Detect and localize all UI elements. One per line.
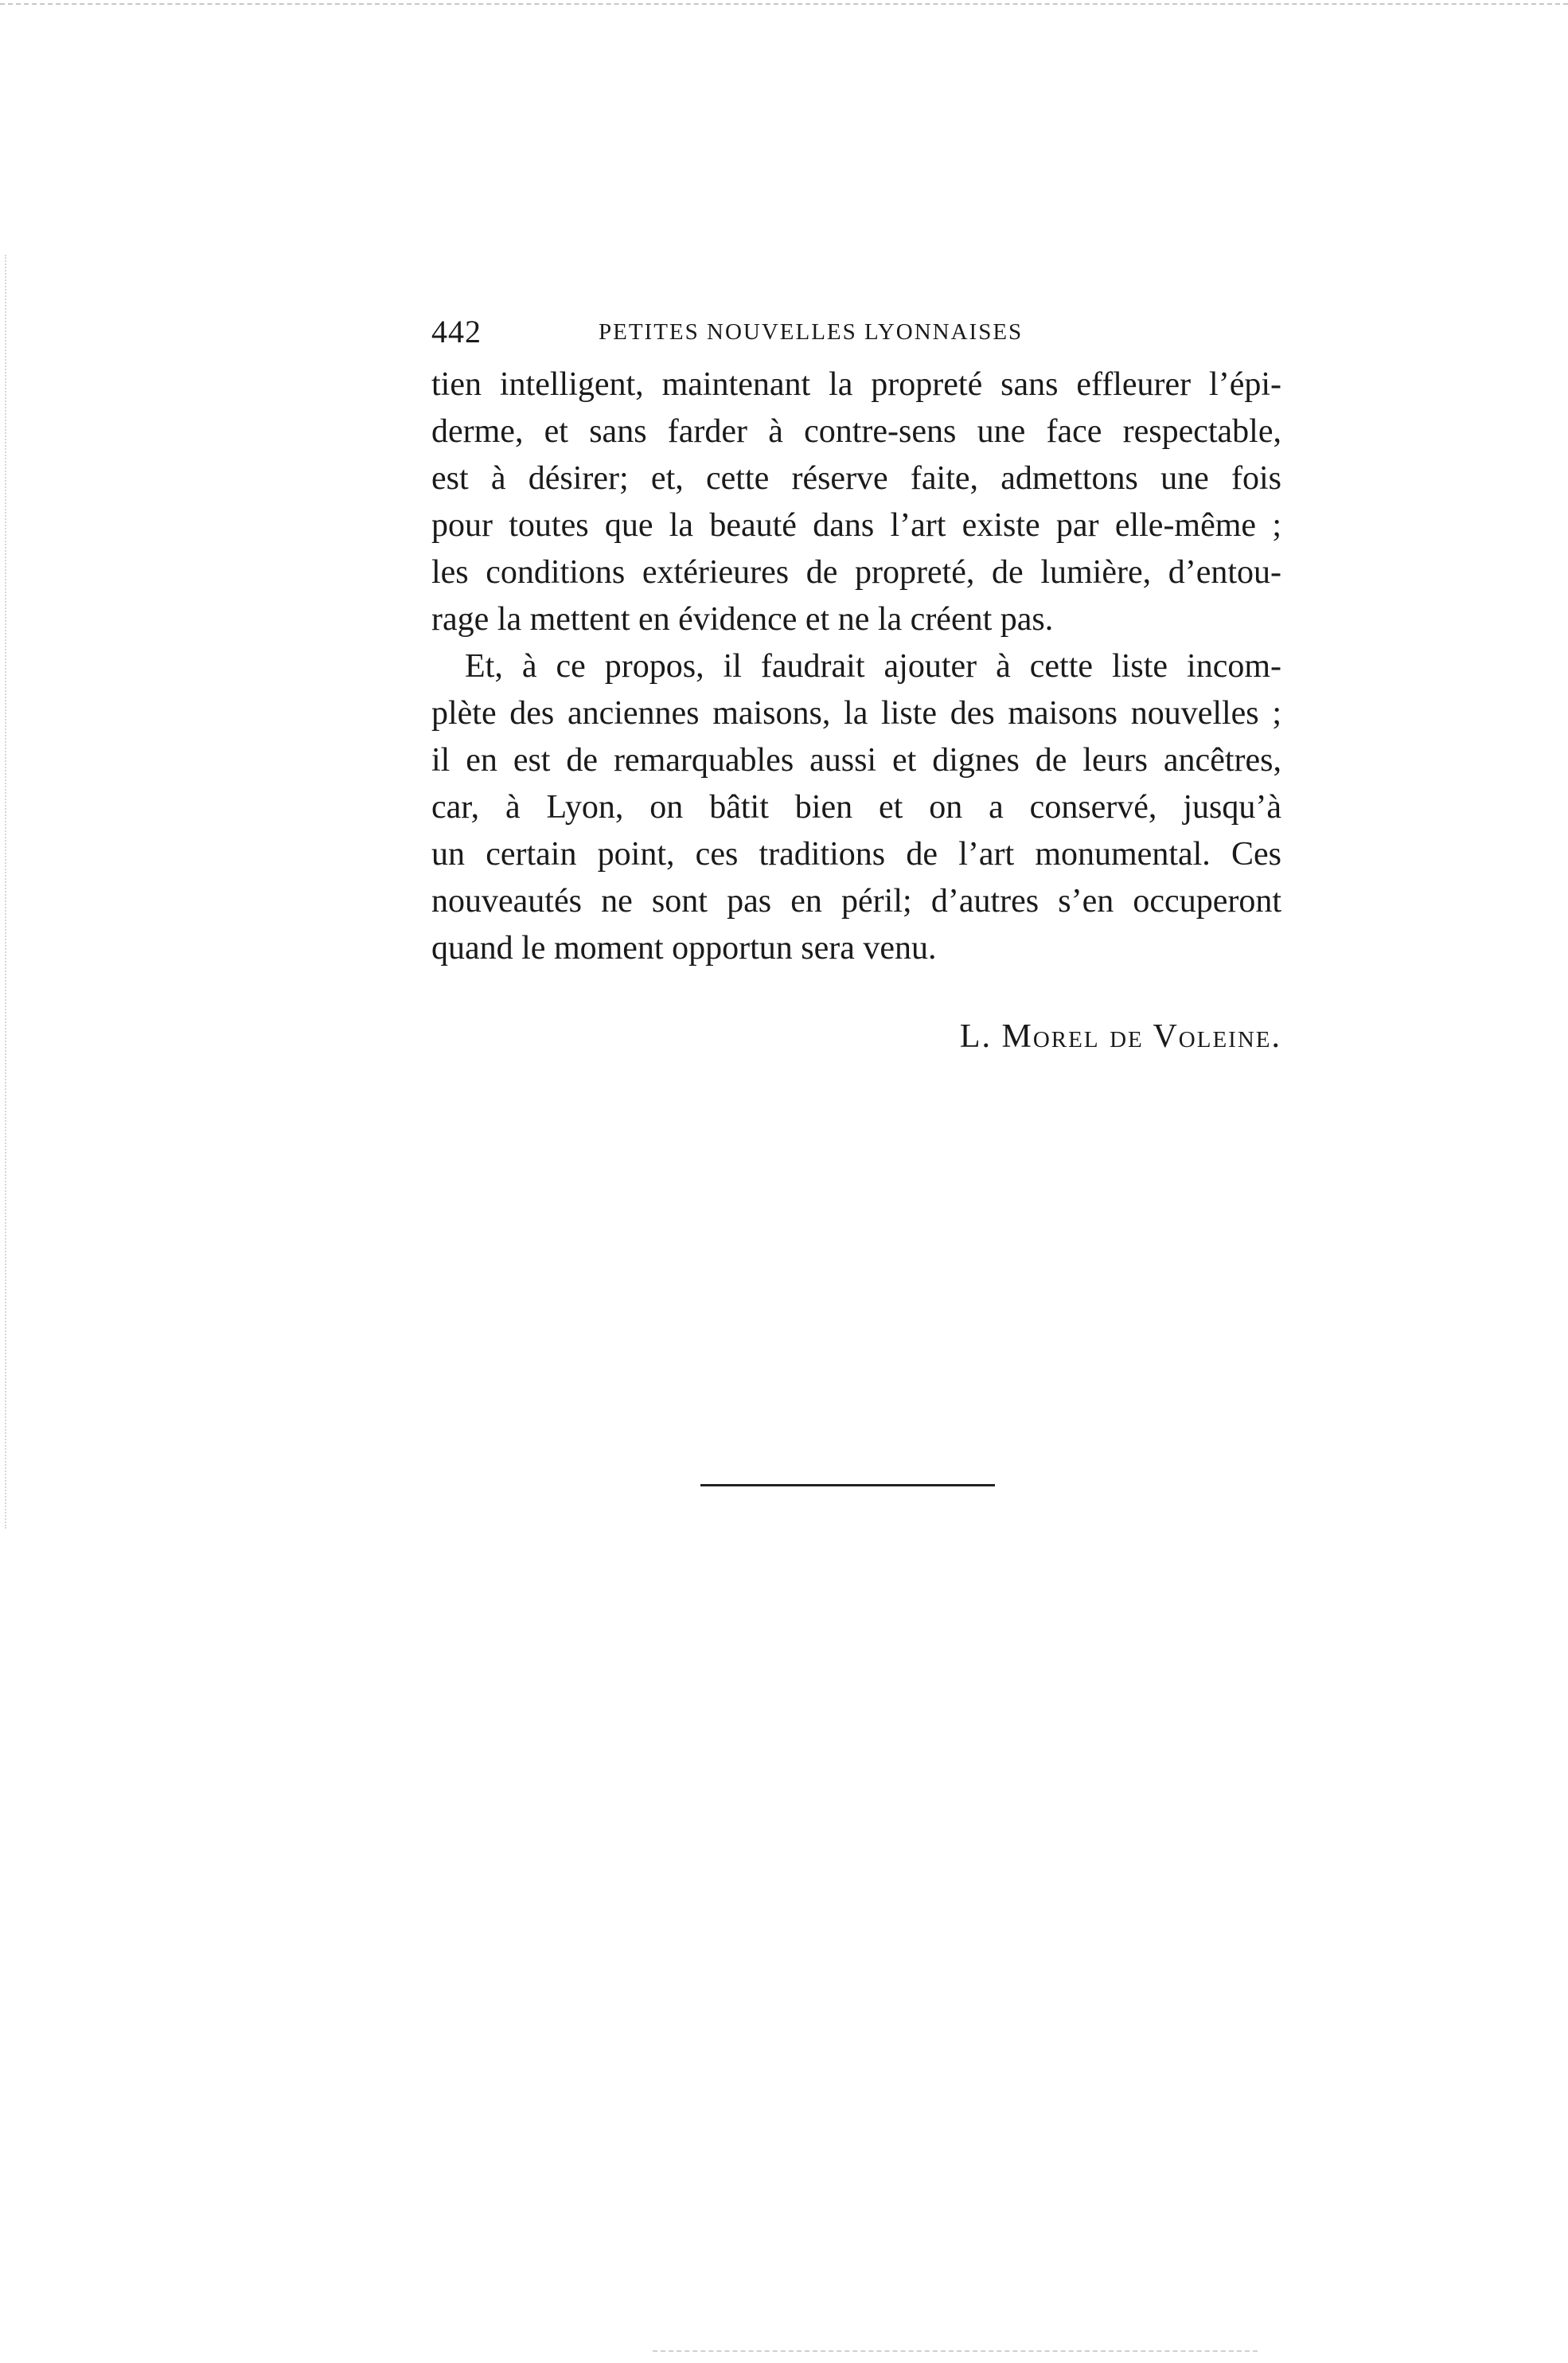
text-line: rage la mettent en évidence et ne la créent pas.: [431, 601, 1054, 638]
text-line: car, à Lyon, on bâtit bien et on a conservé, jusqu’à: [431, 789, 1281, 826]
paragraph-2: [431, 643, 1281, 972]
text-line: quand le moment opportun sera venu.: [431, 930, 937, 967]
text-line: plète des anciennes maisons, la liste des maisons nouvelles ;: [431, 695, 1281, 732]
text-line: pour toutes que la beauté dans l’art existe par elle-même ;: [431, 507, 1281, 544]
paragraph-1: [431, 361, 1281, 643]
text-line: les conditions extérieures de propreté, de lumière, d’entou-: [431, 554, 1281, 591]
scan-edge-top: [0, 3, 1568, 5]
text-line: Et, à ce propos, il faudrait ajouter à cette liste incom-: [465, 648, 1281, 685]
text-line: nouveautés ne sont pas en péril; d’autres s’en occuperont: [431, 883, 1281, 920]
scan-edge-left: [5, 255, 6, 1529]
text-line: tien intelligent, maintenant la propreté sans effleurer l’épi-: [431, 366, 1281, 403]
running-head: [431, 312, 1281, 352]
author-signature: L. Morel de Voleine.: [959, 1018, 1281, 1055]
scan-edge-bottom: [653, 2350, 1258, 2352]
section-end-rule: [700, 1484, 995, 1486]
text-line: il en est de remarquables aussi et dignes de leurs ancêtres,: [431, 742, 1281, 779]
running-title: PETITES NOUVELLES LYONNAISES: [599, 319, 1024, 345]
text-line: derme, et sans farder à contre-sens une face respectable,: [431, 413, 1281, 450]
text-line: un certain point, ces traditions de l’art monumental. Ces: [431, 836, 1281, 873]
body-text: [431, 361, 1281, 972]
page-number: 442: [431, 314, 482, 350]
text-line: est à désirer; et, cette réserve faite, admettons une fois: [431, 460, 1281, 497]
